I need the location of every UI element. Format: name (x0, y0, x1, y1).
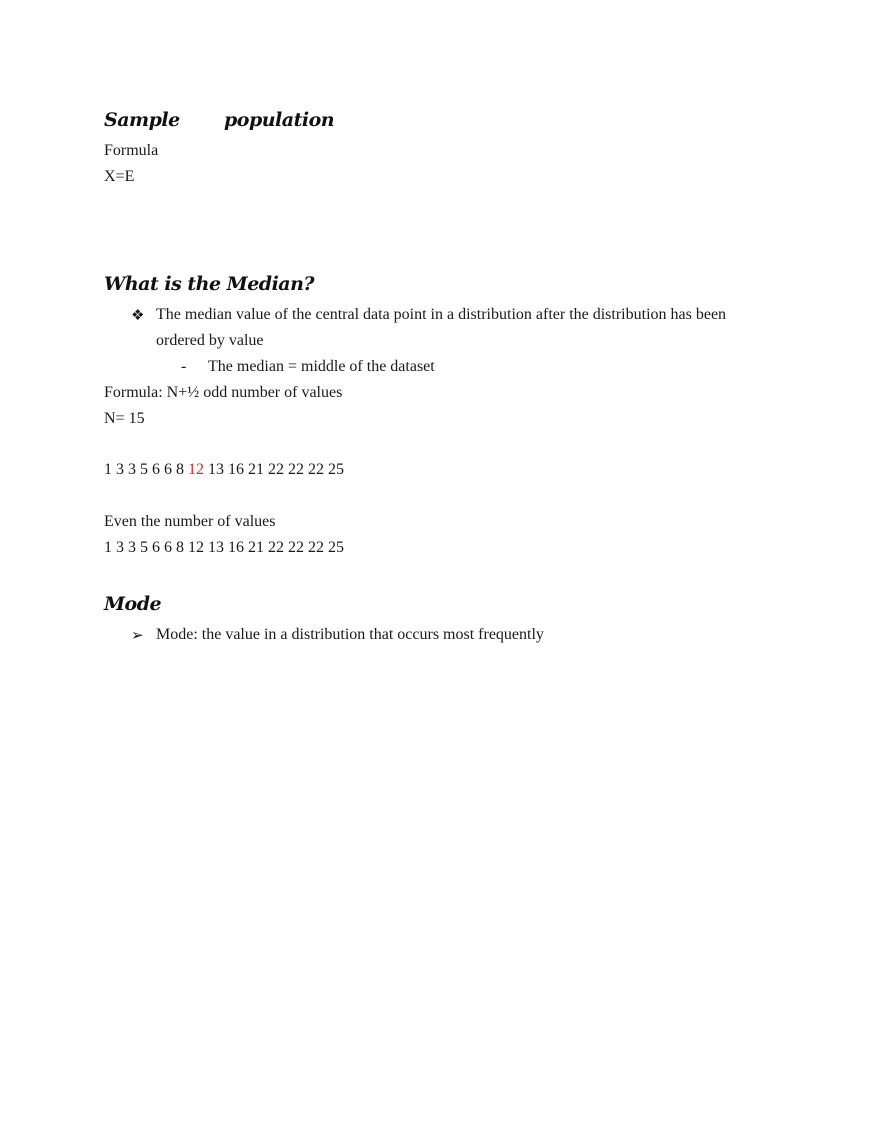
odd-series-after: 13 16 21 22 22 22 25 (204, 461, 344, 478)
mode-heading: Mode (104, 593, 162, 615)
formula-expression: X=E (104, 168, 135, 185)
sub-bullet-dash: - (181, 358, 187, 375)
population-heading: population (224, 109, 335, 131)
arrowhead-right-icon: ➢ (131, 626, 144, 644)
sample-heading: Sample (104, 109, 180, 131)
median-highlight-value: 12 (188, 461, 204, 478)
median-formula: Formula: N+½ odd number of values (104, 384, 343, 401)
even-number-series: 1 3 3 5 6 6 8 12 13 16 21 22 22 22 25 (104, 539, 344, 556)
formula-label: Formula (104, 142, 159, 159)
mode-definition: Mode: the value in a distribution that occurs most frequently (156, 626, 544, 643)
even-values-label: Even the number of values (104, 513, 276, 530)
odd-series-before: 1 3 3 5 6 6 8 (104, 461, 188, 478)
median-definition: The median value of the central data point in a distribution after the distribution has been ordered by value (156, 306, 727, 349)
median-heading: What is the Median? (104, 273, 315, 295)
median-middle-note: The median = middle of the dataset (208, 358, 435, 375)
median-n-value: N= 15 (104, 410, 145, 427)
diamond-cluster-icon: ❖ (131, 306, 145, 324)
odd-number-series (104, 460, 344, 480)
